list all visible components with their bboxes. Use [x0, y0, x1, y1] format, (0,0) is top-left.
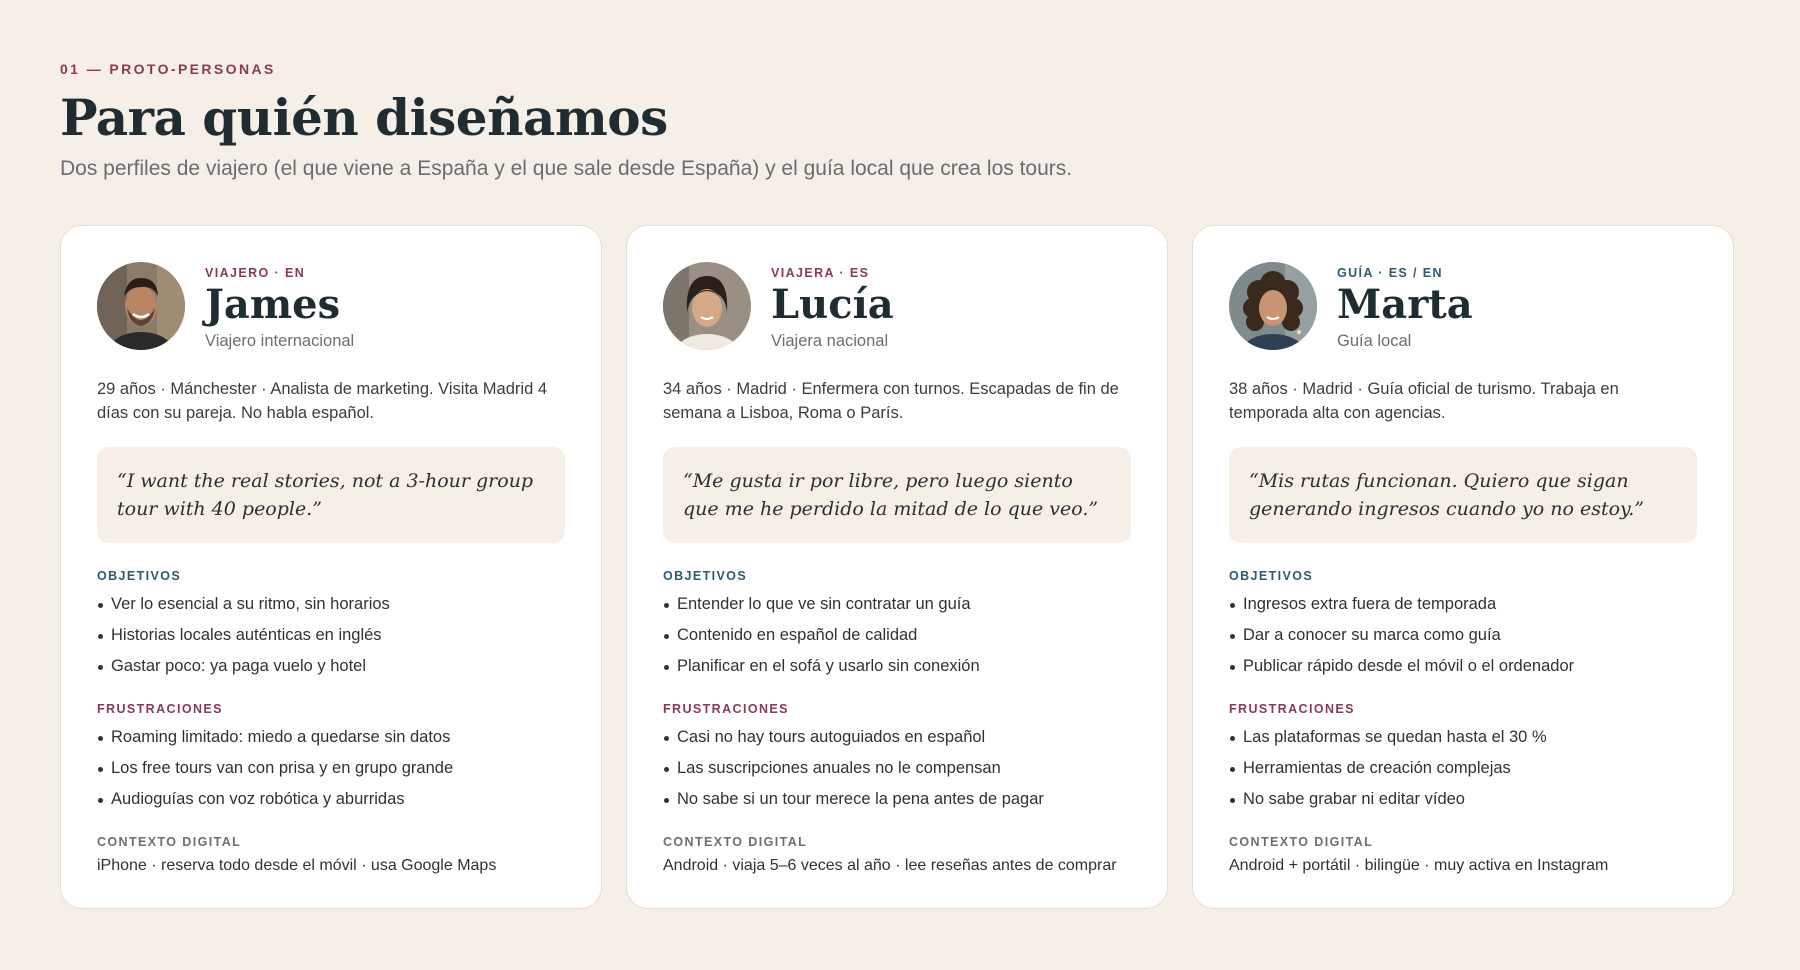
persona-header	[97, 262, 565, 351]
persona-quote: “I want the real stories, not a 3-hour group tour with 40 people.”	[97, 447, 565, 543]
persona-role: VIAJERA · ES	[771, 266, 870, 280]
persona-name: Marta	[1337, 281, 1473, 328]
list-item: Entender lo que ve sin contratar un guía	[663, 589, 1131, 620]
persona-quote: “Me gusta ir por libre, pero luego siento que me he perdido la mitad de lo que veo.”	[663, 447, 1131, 543]
list-item: Ver lo esencial a su ritmo, sin horarios	[97, 589, 565, 620]
frustrations-label: FRUSTRACIONES	[663, 702, 789, 716]
frustrations-label: FRUSTRACIONES	[1229, 702, 1355, 716]
goals-list	[97, 589, 565, 682]
persona-name: Lucía	[771, 281, 894, 328]
list-item: No sabe grabar ni editar vídeo	[1229, 784, 1697, 815]
persona-heading	[205, 262, 354, 351]
persona-header	[1229, 262, 1697, 351]
persona-card-lucia	[626, 225, 1168, 909]
context-value: Android + portátil · bilingüe · muy activa en Instagram	[1229, 857, 1609, 874]
page-subtitle: Dos perfiles de viajero (el que viene a España y el que sale desde España) y el guía local que crea los tours.	[60, 157, 1073, 180]
context-value: iPhone · reserva todo desde el móvil · usa Google Maps	[97, 857, 497, 874]
list-item: Casi no hay tours autoguiados en español	[663, 722, 1131, 753]
avatar-photo-woman-curly	[1229, 262, 1317, 350]
page-title: Para quién diseñamos	[60, 88, 668, 147]
persona-bio: 29 años · Mánchester · Analista de marketing. Visita Madrid 4 días con su pareja. No habla español.	[97, 380, 548, 422]
persona-card-james	[60, 225, 602, 909]
context-value: Android · viaja 5–6 veces al año · lee reseñas antes de comprar	[663, 857, 1117, 874]
frustrations-list	[1229, 722, 1697, 815]
list-item: Dar a conocer su marca como guía	[1229, 620, 1697, 651]
context-label: CONTEXTO DIGITAL	[1229, 835, 1374, 849]
persona-heading	[1337, 262, 1473, 351]
list-item: Contenido en español de calidad	[663, 620, 1131, 651]
persona-type: Viajero internacional	[205, 332, 355, 350]
persona-bio: 34 años · Madrid · Enfermera con turnos. Escapadas de fin de semana a Lisboa, Roma o París.	[663, 380, 1119, 422]
list-item: Publicar rápido desde el móvil o el ordenador	[1229, 651, 1697, 682]
list-item: Las suscripciones anuales no le compensan	[663, 753, 1131, 784]
list-item: Planificar en el sofá y usarlo sin conexión	[663, 651, 1131, 682]
list-item: Ingresos extra fuera de temporada	[1229, 589, 1697, 620]
persona-role: VIAJERO · EN	[205, 266, 306, 280]
list-item: Roaming limitado: miedo a quedarse sin datos	[97, 722, 565, 753]
list-item: Audioguías con voz robótica y aburridas	[97, 784, 565, 815]
goals-label: OBJETIVOS	[97, 569, 182, 583]
list-item: Herramientas de creación complejas	[1229, 753, 1697, 784]
frustrations-list	[663, 722, 1131, 815]
persona-type: Guía local	[1337, 332, 1412, 350]
persona-bio: 38 años · Madrid · Guía oficial de turismo. Trabaja en temporada alta con agencias.	[1229, 380, 1619, 422]
goals-label: OBJETIVOS	[1229, 569, 1314, 583]
frustrations-label: FRUSTRACIONES	[97, 702, 223, 716]
avatar-photo-woman	[663, 262, 751, 350]
persona-header	[663, 262, 1131, 351]
goals-list	[663, 589, 1131, 682]
persona-heading	[771, 262, 894, 351]
context-label: CONTEXTO DIGITAL	[97, 835, 242, 849]
persona-role: GUÍA · ES / EN	[1337, 266, 1443, 280]
persona-type: Viajera nacional	[771, 332, 889, 350]
list-item: Gastar poco: ya paga vuelo y hotel	[97, 651, 565, 682]
persona-card-marta	[1192, 225, 1734, 909]
section-eyebrow: 01 — PROTO-PERSONAS	[60, 61, 276, 77]
persona-name: James	[205, 281, 341, 328]
persona-quote: “Mis rutas funcionan. Quiero que sigan generando ingresos cuando yo no estoy.”	[1229, 447, 1697, 543]
avatar-photo-man	[97, 262, 185, 350]
goals-label: OBJETIVOS	[663, 569, 748, 583]
list-item: Las plataformas se quedan hasta el 30 %	[1229, 722, 1697, 753]
context-label: CONTEXTO DIGITAL	[663, 835, 808, 849]
list-item: Los free tours van con prisa y en grupo grande	[97, 753, 565, 784]
frustrations-list	[97, 722, 565, 815]
list-item: No sabe si un tour merece la pena antes de pagar	[663, 784, 1131, 815]
persona-cards	[60, 225, 1734, 909]
list-item: Historias locales auténticas en inglés	[97, 620, 565, 651]
goals-list	[1229, 589, 1697, 682]
